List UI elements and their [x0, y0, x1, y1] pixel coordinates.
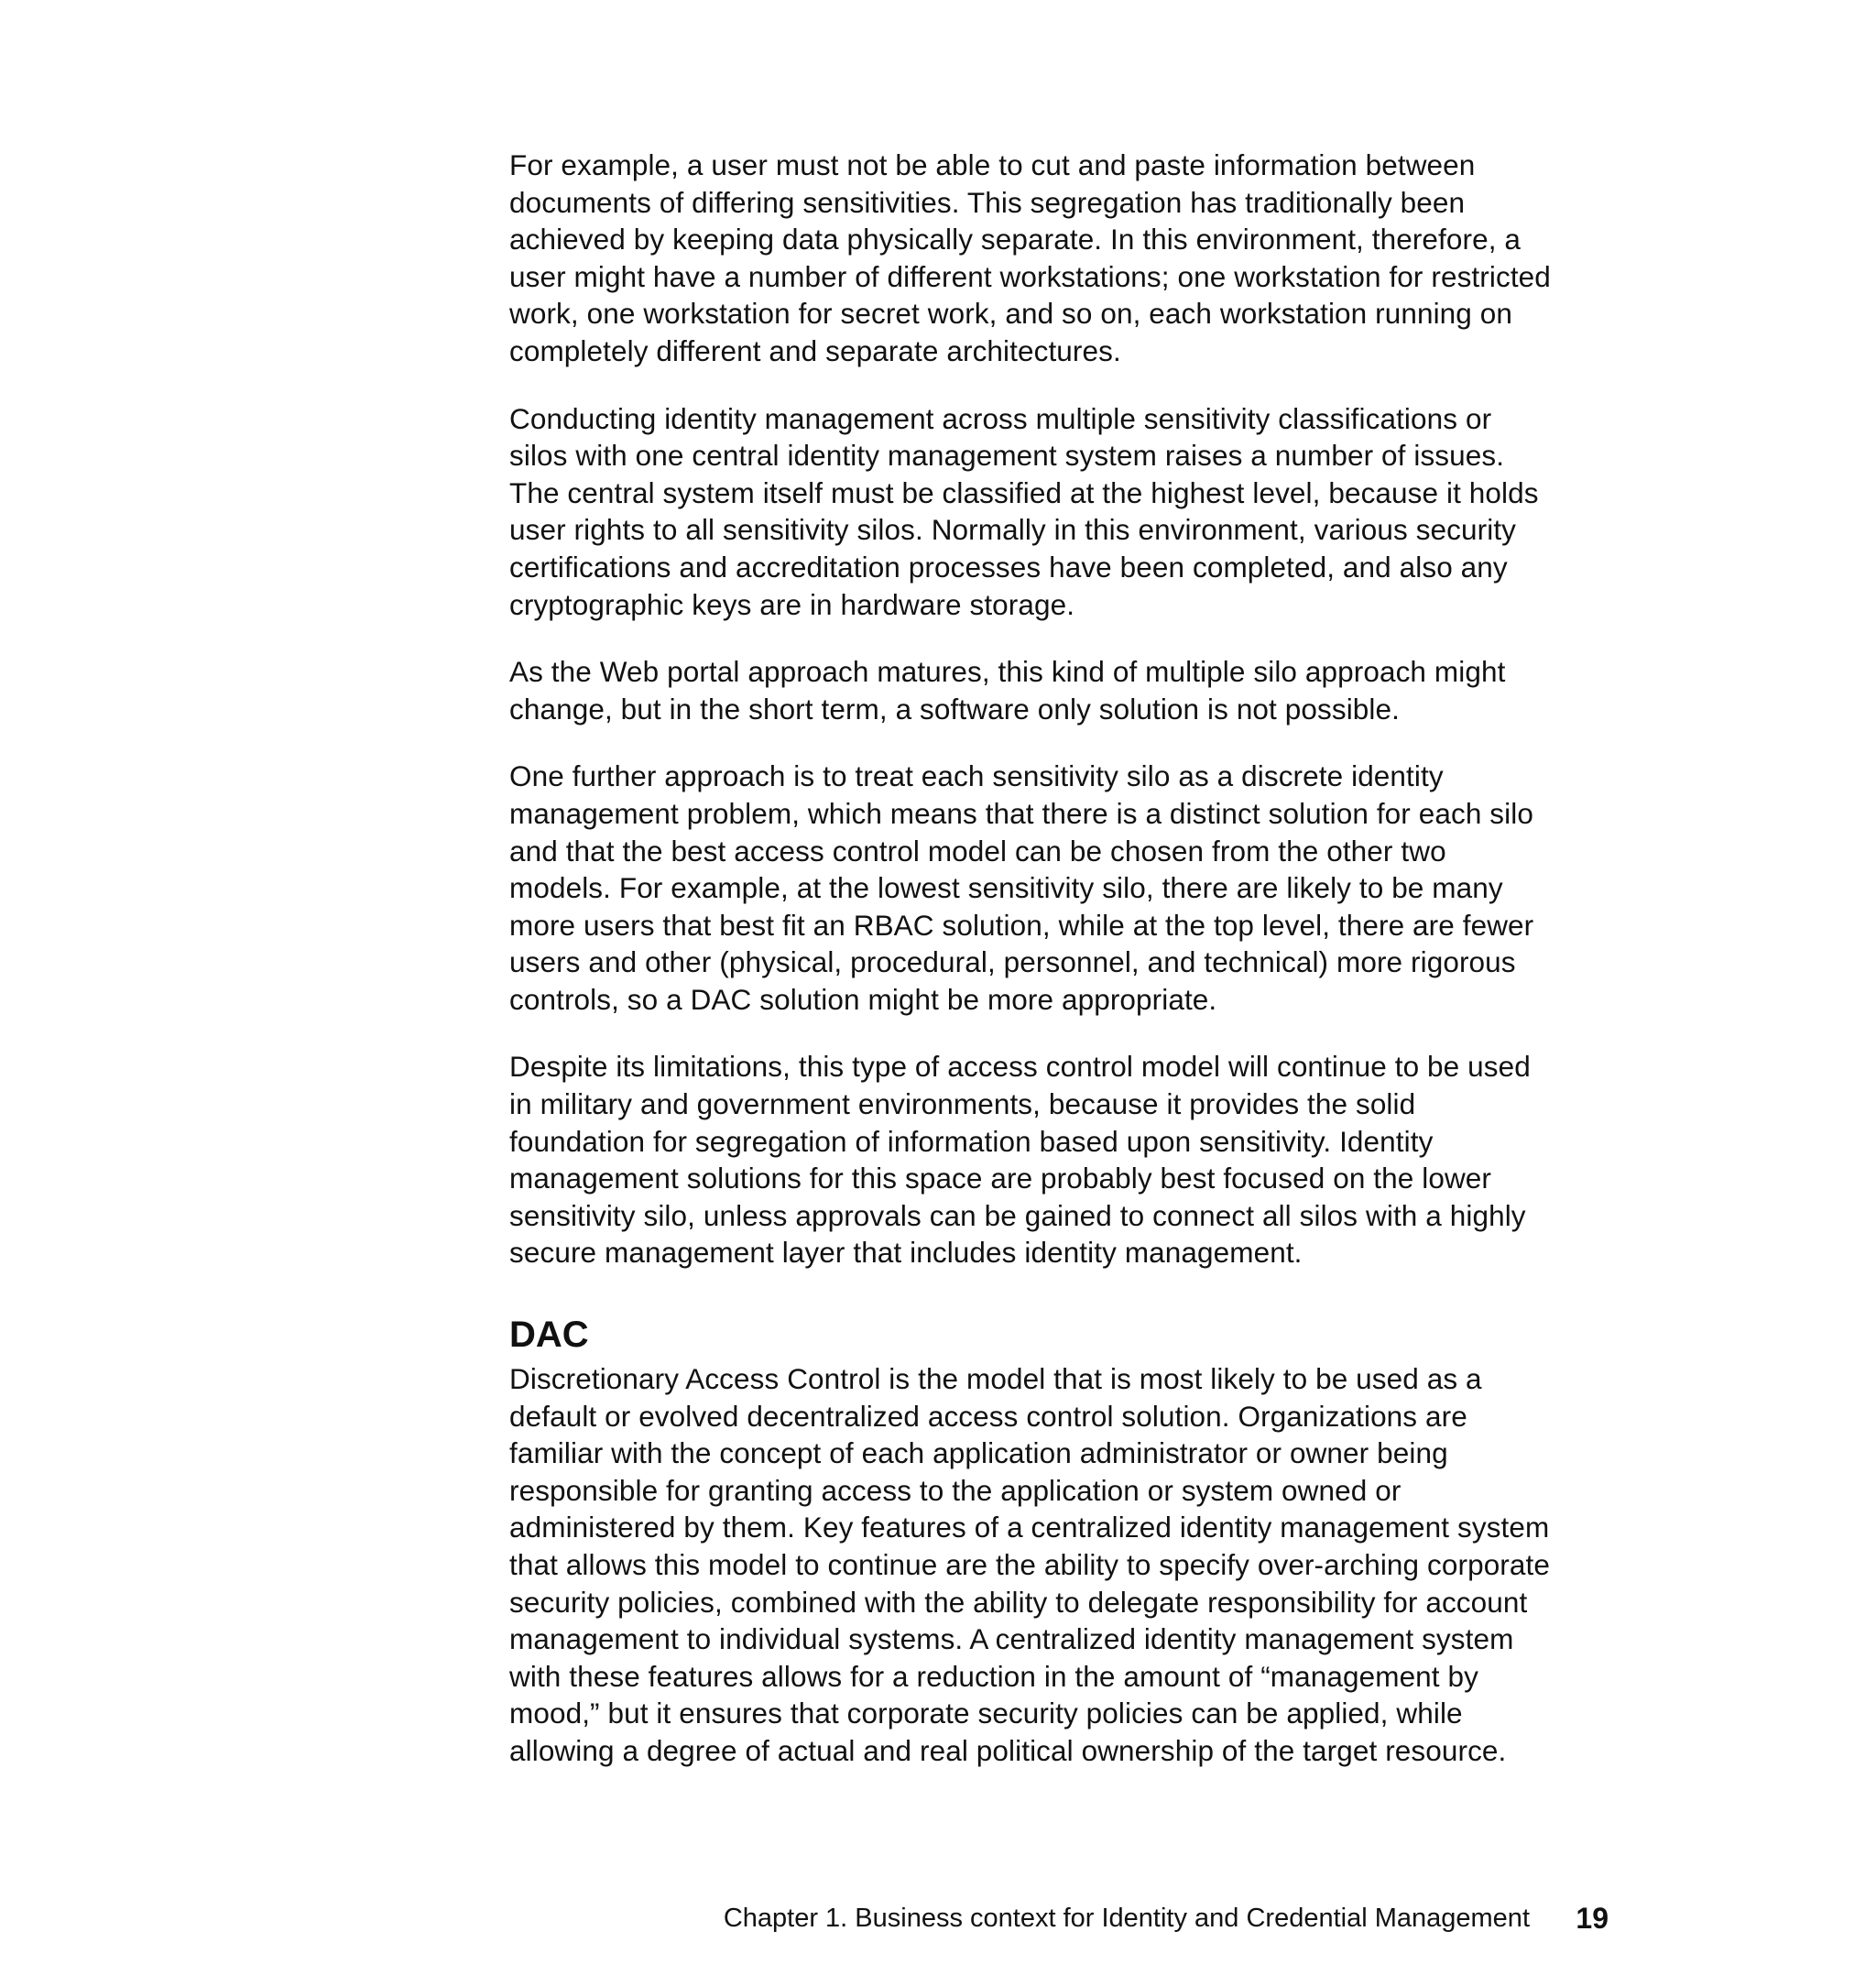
paragraph: [509, 758, 1609, 1018]
text-line: achieved by keeping data physically separate. In this environment, therefore, a: [509, 223, 1522, 256]
text-line: models. For example, at the lowest sensitivity silo, there are likely to be many: [509, 871, 1503, 905]
text-line: more users that best fit an RBAC solution, while at the top level, there are fewer: [509, 908, 1534, 942]
text-line: silos with one central identity management system raises a number of issues.: [509, 439, 1505, 473]
paragraph: [509, 653, 1609, 727]
text-line: default or evolved decentralized access control solution. Organizations are: [509, 1399, 1467, 1433]
text-line: Despite its limitations, this type of access control model will continue to be used: [509, 1050, 1531, 1084]
text-line: change, but in the short term, a software only solution is not possible.: [509, 692, 1400, 726]
text-line: management problem, which means that there is a distinct solution for each silo: [509, 796, 1533, 830]
text-line: security policies, combined with the ability to delegate responsibility for account: [509, 1585, 1528, 1619]
paragraph: [509, 1048, 1609, 1271]
text-line: familiar with the concept of each application administrator or owner being: [509, 1436, 1448, 1470]
text-line: Conducting identity management across multiple sensitivity classifications or: [509, 401, 1492, 435]
paragraph: [509, 400, 1609, 624]
body-text: [509, 147, 1609, 1800]
text-line: cryptographic keys are in hardware storage.: [509, 587, 1075, 621]
text-line: that allows this model to continue are the ability to specify over-arching corporate: [509, 1548, 1550, 1581]
text-line: allowing a degree of actual and real political ownership of the target resource.: [509, 1733, 1507, 1767]
text-line: The central system itself must be classified at the highest level, because it holds: [509, 475, 1539, 509]
text-line: One further approach is to treat each sensitivity silo as a discrete identity: [509, 759, 1444, 793]
text-line: in military and government environments, because it provides the solid: [509, 1087, 1416, 1121]
text-line: secure management layer that includes identity management.: [509, 1236, 1303, 1270]
text-line: sensitivity silo, unless approvals can be gained to connect all silos with a highly: [509, 1198, 1526, 1232]
page-number: 19: [1576, 1902, 1609, 1935]
text-line: with these features allows for a reduction in the amount of “management by: [509, 1659, 1478, 1693]
text-line: foundation for segregation of information based upon sensitivity. Identity: [509, 1124, 1434, 1158]
text-line: certifications and accreditation processes have been completed, and also any: [509, 550, 1508, 584]
text-line: and that the best access control model can be chosen from the other two: [509, 834, 1446, 868]
text-line: users and other (physical, procedural, personnel, and technical) more rigorous: [509, 945, 1516, 979]
text-line: work, one workstation for secret work, and so on, each workstation running on: [509, 297, 1513, 331]
section-paragraph: [509, 1360, 1609, 1770]
text-line: documents of differing sensitivities. This segregation has traditionally been: [509, 185, 1466, 219]
text-line: controls, so a DAC solution might be more appropriate.: [509, 982, 1217, 1016]
text-line: responsible for granting access to the application or system owned or: [509, 1473, 1402, 1507]
text-line: For example, a user must not be able to cut and paste information between: [509, 148, 1476, 181]
text-line: completely different and separate architectures.: [509, 333, 1121, 367]
paragraph: [509, 147, 1609, 370]
text-line: administered by them. Key features of a centralized identity management system: [509, 1511, 1550, 1544]
page-footer: [509, 1900, 1609, 1937]
section-heading: DAC: [509, 1315, 589, 1356]
text-line: Discretionary Access Control is the model that is most likely to be used as a: [509, 1362, 1482, 1396]
text-line: management solutions for this space are probably best focused on the lower: [509, 1162, 1492, 1195]
text-line: mood,” but it ensures that corporate security policies can be applied, while: [509, 1697, 1463, 1730]
text-line: user rights to all sensitivity silos. Normally in this environment, various security: [509, 513, 1517, 547]
text-line: management to individual systems. A centralized identity management system: [509, 1622, 1514, 1656]
text-line: user might have a number of different workstations; one workstation for restricted: [509, 259, 1551, 293]
text-line: As the Web portal approach matures, this kind of multiple silo approach might: [509, 655, 1506, 689]
chapter-title: Chapter 1. Business context for Identity and Credential Management: [723, 1904, 1530, 1933]
